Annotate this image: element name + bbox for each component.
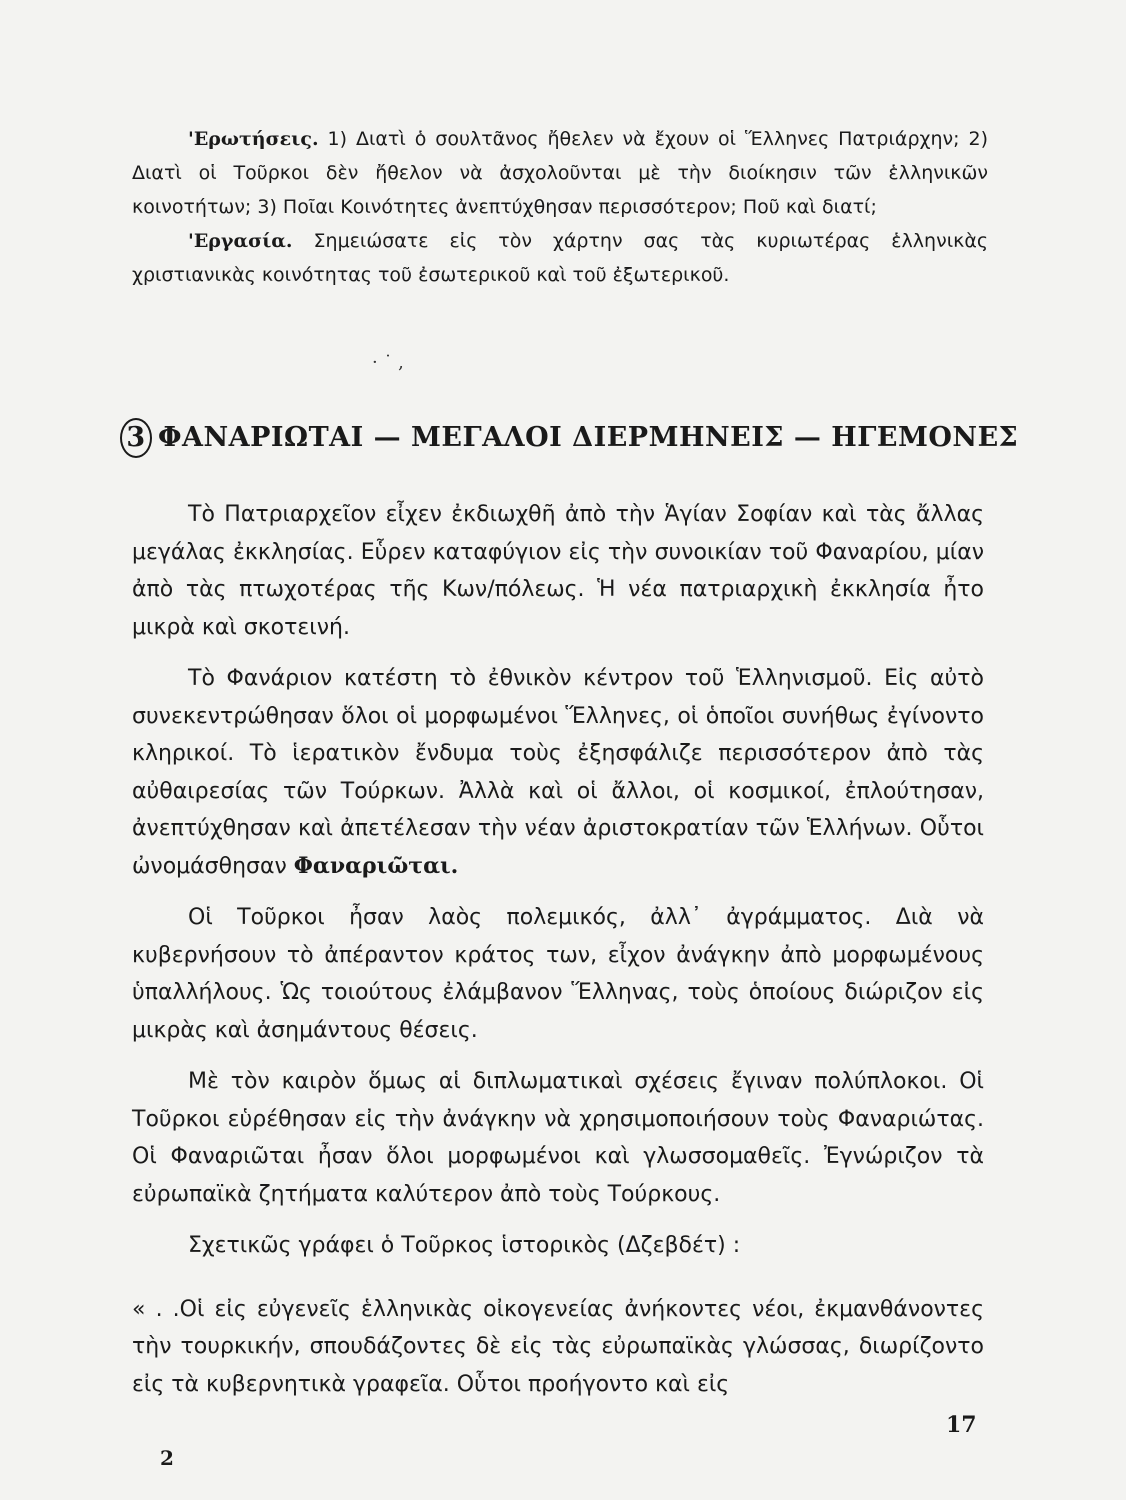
questions-label: 'Ερωτήσεις. bbox=[188, 128, 319, 150]
paragraph-4: Μὲ τὸν καιρὸν ὅμως αἱ διπλωματικαὶ σχέσεις ἔγιναν πολύπλοκοι. Οἱ Τοῦρκοι εὑρέθησαν εἰς τὴν ἀνάγκην νὰ χρησιμοποιήσουν τοὺς Φαναριώτας. Οἱ Φαναριῶται ἦσαν ὅλοι μορφωμένοι καὶ γλωσσομαθεῖς. Ἐγνώριζον τὰ εὐρωπαϊκὰ ζητήματα καλύτερον ἀπὸ τοὺς Τούρκους. bbox=[132, 1069, 984, 1207]
body-text bbox=[132, 496, 984, 1417]
paragraph-5: Σχετικῶς γράφει ὁ Τοῦρκος ἱστορικὸς (Δζεβδέτ) : bbox=[188, 1233, 741, 1258]
questions-paragraph bbox=[132, 122, 988, 224]
signature-mark: 2 bbox=[160, 1446, 174, 1470]
review-block bbox=[132, 122, 988, 292]
paragraph-2-bold-term: Φαναριῶται. bbox=[293, 852, 459, 879]
paragraph-2 bbox=[132, 660, 984, 885]
section-number: 3 bbox=[120, 418, 152, 458]
exercise-text: Σημειώσατε εἰς τὸν χάρτην σας τὰς κυριωτέρας ἑλληνικὰς χριστιανικὰς κοινότητας τοῦ ἐσωτερικοῦ καὶ τοῦ ἐξωτερικοῦ. bbox=[132, 230, 988, 286]
section-heading bbox=[120, 418, 1019, 458]
paragraph-1: Τὸ Πατριαρχεῖον εἶχεν ἐκδιωχθῆ ἀπὸ τὴν Ἁγίαν Σοφίαν καὶ τὰς ἄλλας μεγάλας ἐκκλησίας. Εὗρεν καταφύγιον εἰς τὴν συνοικίαν τοῦ Φαναρίου, μίαν ἀπὸ τὰς πτωχοτέρας τῆς Κων/πόλεως. Ἡ νέα πατριαρχικὴ ἐκκλησία ἦτο μικρὰ καὶ σκοτεινή. bbox=[132, 502, 984, 640]
section-title: ΦΑΝΑΡΙΩΤΑΙ — ΜΕΓΑΛΟΙ ΔΙΕΡΜΗΝΕΙΣ — ΗΓΕΜΟΝΕΣ bbox=[158, 422, 1019, 453]
exercise-paragraph bbox=[132, 224, 988, 292]
decorative-marks: · ˙ , bbox=[372, 352, 404, 373]
paragraph-2-text: Τὸ Φανάριον κατέστη τὸ ἐθνικὸν κέντρον τοῦ Ἑλληνισμοῦ. Εἰς αὐτὸ συνεκεντρώθησαν ὅλοι οἱ μορφωμένοι Ἕλληνες, οἱ ὁποῖοι συνήθως ἐγίνοντο κληρικοί. Τὸ ἱερατικὸν ἔνδυμα τοὺς ἐξησφάλιζε περισσότερον ἀπὸ τὰς αὐθαιρεσίας τῶν Τούρκων. Ἀλλὰ καὶ οἱ ἄλλοι, οἱ κοσμικοί, ἐπλούτησαν, ἀνεπτύχθησαν καὶ ἀπετέλεσαν τὴν νέαν ἀριστοκρατίαν τῶν Ἑλλήνων. Οὗτοι ὠνομάσθησαν bbox=[132, 666, 984, 879]
paragraph-3: Οἱ Τοῦρκοι ἦσαν λαὸς πολεμικός, ἀλλ᾽ ἀγράμματος. Διὰ νὰ κυβερνήσουν τὸ ἀπέραντον κράτος των, εἶχον ἀνάγκην ἀπὸ μορφωμένους ὑπαλλήλους. Ὡς τοιούτους ἐλάμβανον Ἕλληνας, τοὺς ὁποίους διώριζον εἰς μικρὰς καὶ ἀσημάντους θέσεις. bbox=[132, 905, 984, 1043]
quote-paragraph: « . .Οἱ εἰς εὐγενεῖς ἑλληνικὰς οἰκογενείας ἀνήκοντες νέοι, ἐκμανθάνοντες τὴν τουρκικήν, σπουδάζοντες δὲ εἰς τὰς εὐρωπαϊκὰς γλώσσας, διωρίζοντο εἰς τὰ κυβερνητικὰ γραφεῖα. Οὗτοι προήγοντο καὶ εἰς bbox=[132, 1296, 984, 1397]
page-number: 17 bbox=[946, 1412, 977, 1438]
exercise-label: 'Εργασία. bbox=[188, 230, 293, 252]
questions-text: 1) Διατὶ ὁ σουλτᾶνος ἤθελεν νὰ ἔχουν οἱ Ἕλληνες Πατριάρχην; 2) Διατὶ οἱ Τοῦρκοι δὲν ἤθελον νὰ ἀσχολοῦνται μὲ τὴν διοίκησιν τῶν ἑλληνικῶν κοινοτήτων; 3) Ποῖαι Κοινότητες ἀνεπτύχθησαν περισσότερον; Ποῦ καὶ διατί; bbox=[132, 128, 988, 218]
